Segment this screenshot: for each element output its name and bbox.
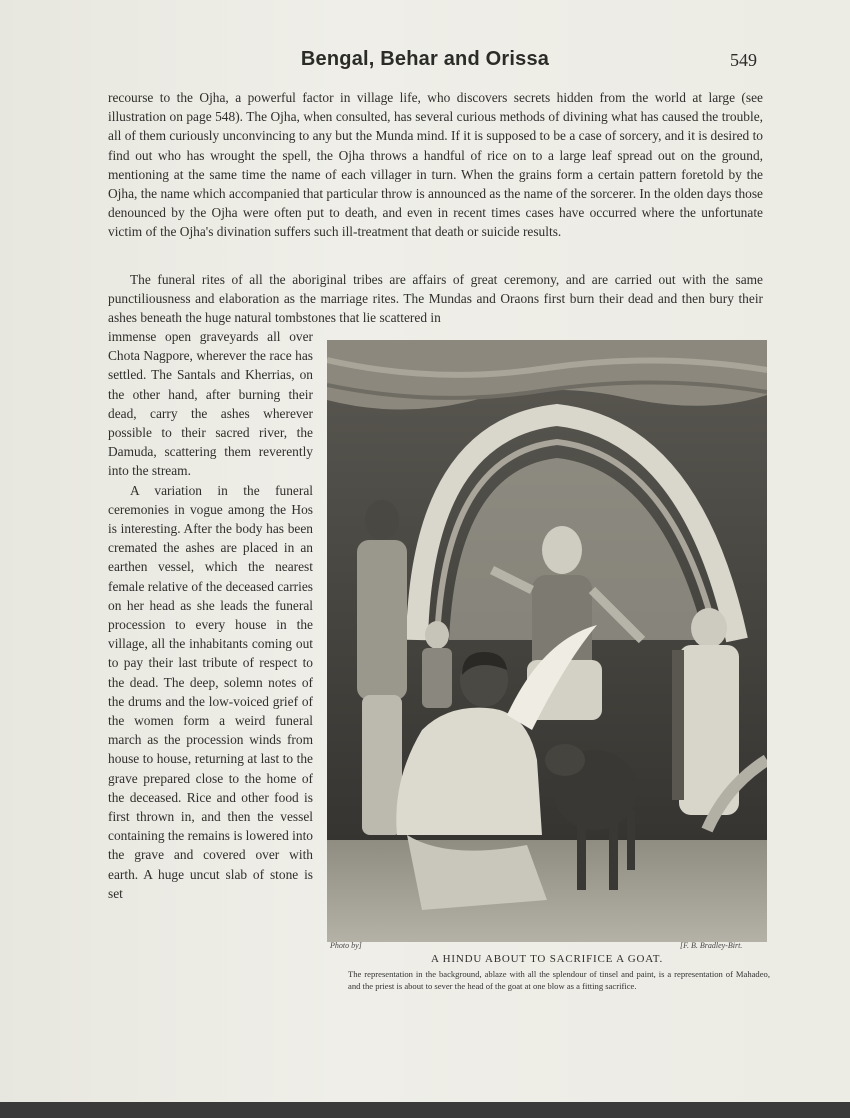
paragraph-ojha: recourse to the Ojha, a powerful factor in village life, who discovers secrets hidden from the world at large (see illustration on page 548). The Ojha, when consulted, has several curious methods of divining what has caused the trouble, all of them curiously unconvincing to any but the Munda mind. If it is supposed to be a case of sorcery, and it is desired to find out who has wrought the spell, the Ojha throws a handful of rice on to a large leaf spread out on the ground, mentioning at the same time the name of each villager in turn. When the grains form a certain pattern foretold by the Ojha, the name which accompanied that particular throw is announced as the name of the sorcerer. In the olden days those denounced by the Ojha were often put to death, and even in recent times cases have occurred where the unfortunate victim of the Ojha's divination suffers such ill-treatment that death or suicide results. bbox=[108, 90, 763, 240]
photo-credit-name: [F. B. Bradley-Birt. bbox=[680, 941, 743, 950]
photo-credit-label: Photo by] bbox=[330, 941, 362, 950]
page-number: 549 bbox=[730, 50, 757, 70]
photograph-illustration bbox=[327, 340, 767, 942]
left-text-column bbox=[108, 327, 313, 903]
figure-caption-title: A HINDU ABOUT TO SACRIFICE A GOAT. bbox=[430, 953, 664, 965]
figure-caption-text: The representation in the background, ablaze with all the splendour of tinsel and paint, is a representation of Mahadeo, and the priest is about to sever the head of the goat at one blow as a fitting sacrifice. bbox=[348, 969, 770, 991]
paragraph-graveyards: immense open graveyards all over Chota Nagpore, wherever the race has settled. The Santals and Kherrias, on the other hand, after burning their dead, carry the ashes wherever possible to their sacred river, the Damuda, scattering them reverently into the stream. bbox=[108, 329, 313, 479]
running-header-title: Bengal, Behar and Orissa bbox=[300, 48, 550, 70]
photograph-hindu-sacrifice bbox=[327, 340, 767, 942]
paragraph-funeral-rites: The funeral rites of all the aboriginal tribes are affairs of great ceremony, and are carried out with the same punctiliousness and elaboration as the marriage rites. The Mundas and Oraons first burn their dead and then bury their ashes beneath the huge natural tombstones that lie scattered in bbox=[108, 272, 763, 326]
scan-bottom-edge bbox=[0, 1102, 850, 1118]
paragraph-hos-ceremonies: A variation in the funeral ceremonies in vogue among the Hos is interesting. After the body has been cremated the ashes are placed in an earthen vessel, which the nearest female relative of the deceased carries on her head as she leads the funeral procession to every house in the village, all the inhabitants coming out to pay their last tribute of respect to the dead. The deep, solemn notes of the drums and the low-voiced grief of the women form a weird funeral march as the procession winds from house to house, returning at last to the grave prepared close to the home of the deceased. Rice and other food is first thrown in, and then the vessel containing the remains is lowered into the grave and covered over with earth. A huge uncut slab of stone is set bbox=[108, 482, 313, 901]
